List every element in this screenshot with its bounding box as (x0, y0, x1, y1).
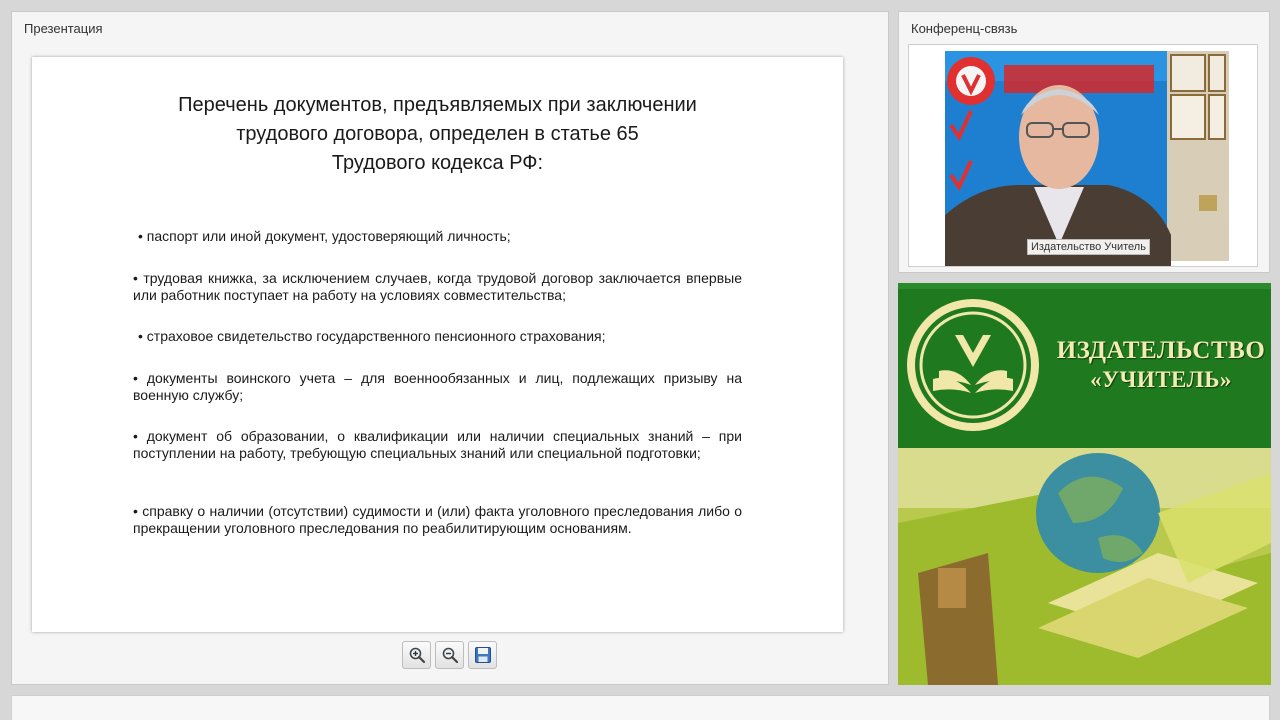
conference-panel (898, 11, 1270, 273)
video-frame (909, 45, 1258, 267)
presentation-panel (11, 11, 889, 685)
slide-bullet: • документы воинского учета – для военнообязанных и лиц, подлежащих призыву на военную службу; (133, 370, 742, 403)
video-feed[interactable] (908, 44, 1258, 267)
publisher-logo-icon (903, 295, 1043, 435)
zoom-in-button[interactable] (402, 641, 431, 669)
video-participant-label: Издательство Учитель (1027, 239, 1150, 255)
slide-bullet: • справку о наличии (отсутствии) судимости и (или) факта уголовного преследования либо о прекращении уголовного преследования по реабилитирующим основаниям. (133, 503, 742, 536)
zoom-out-button[interactable] (435, 641, 464, 669)
floppy-disk-icon (474, 646, 492, 664)
conference-panel-title: Конференц-связь (911, 21, 1018, 36)
publisher-name-line1: ИЗДАТЕЛЬСТВО (1056, 337, 1266, 364)
presentation-slide (32, 57, 843, 632)
save-button[interactable] (468, 641, 497, 669)
slide-bullet: • страховое свидетельство государственного пенсионного страхования; (138, 328, 606, 344)
presentation-toolbar (402, 641, 497, 671)
slide-title-line: трудового договора, определен в статье 65 (236, 123, 639, 145)
slide-bullet: • паспорт или иной документ, удостоверяющий личность; (138, 228, 511, 244)
zoom-out-icon (441, 646, 459, 664)
slide-title-line: Трудового кодекса РФ: (331, 152, 544, 174)
publisher-banner (898, 283, 1271, 685)
publisher-name-line2: «УЧИТЕЛЬ» (1090, 367, 1232, 392)
bottom-bar (11, 695, 1270, 720)
zoom-in-icon (408, 646, 426, 664)
slide-bullet: • трудовая книжка, за исключением случаев, когда трудовой договор заключается впервые или работник поступает на работу на условиях совместительства; (133, 270, 742, 303)
slide-bullet: • документ об образовании, о квалификации или наличии специальных знаний – при поступлении на работу, требующую специальных знаний или специальной подготовки; (133, 428, 742, 461)
slide-title (32, 91, 843, 178)
presentation-panel-title: Презентация (24, 21, 103, 36)
slide-title-line: Перечень документов, предъявляемых при заключении (178, 94, 697, 116)
